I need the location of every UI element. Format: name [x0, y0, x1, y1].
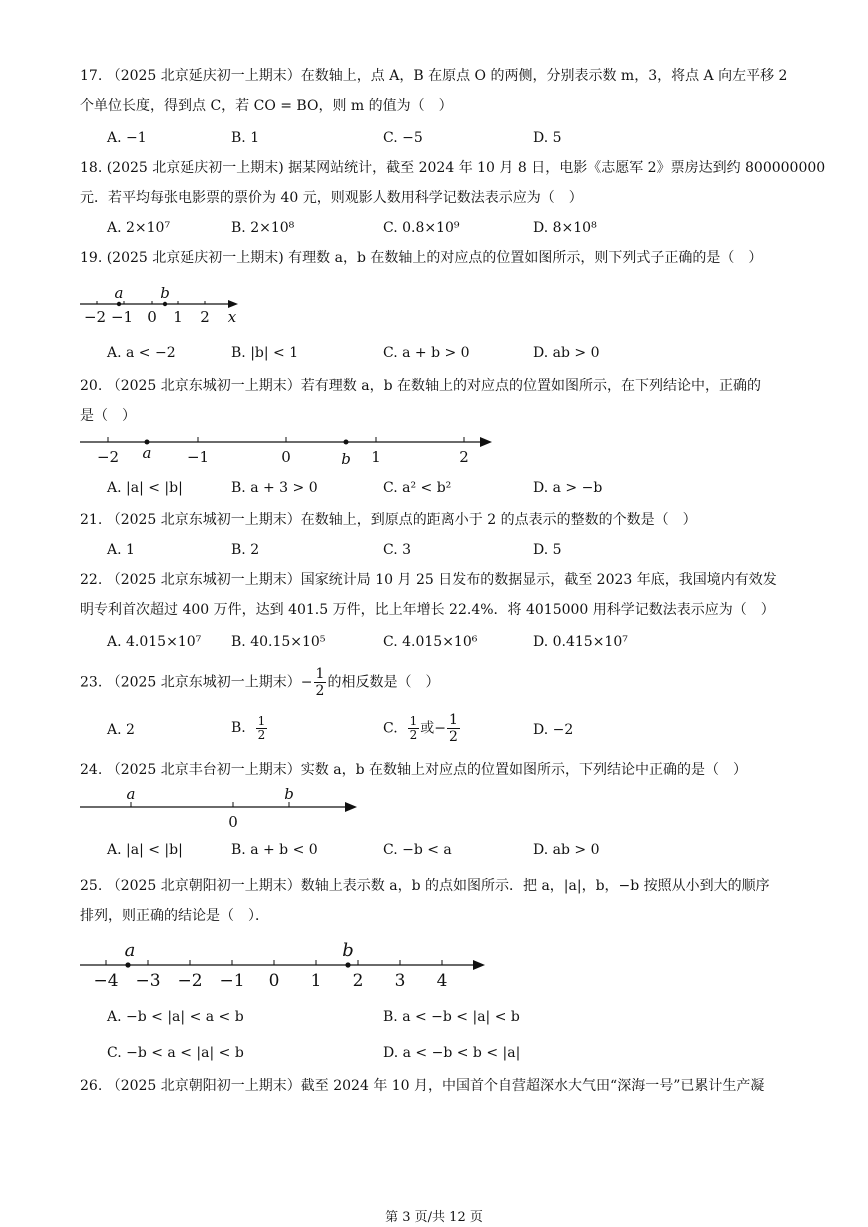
- q19-option-d: D. ab > 0: [533, 345, 600, 361]
- q25-option-b: B. a < −b < |a| < b: [383, 1009, 520, 1025]
- q22-stem-line2: 明专利首次超过 400 万件，达到 401.5 万件，比上年增长 22.4%．将 4015000 用科学记数法表示应为（ ）: [80, 602, 775, 618]
- q19-tick-neg1: −1: [110, 308, 134, 326]
- q23-prefix: 23. （2025 北京东城初一上期末）: [80, 674, 301, 691]
- q19-tick-2: 2: [200, 308, 210, 326]
- q17-stem-line2: 个单位长度，得到点 C，若 CO = BO，则 m 的值为（ ）: [80, 98, 453, 114]
- q23-option-c: C. $\frac{1}{2}$ 或− $\frac{1}{2}$: [383, 712, 458, 745]
- q19-number-line: [80, 282, 250, 326]
- q25-option-a: A. −b < |a| < a < b: [107, 1009, 244, 1025]
- q22-option-c: C. 4.015×10⁶: [383, 634, 478, 650]
- q20-tick-1: 1: [371, 448, 381, 466]
- q20-option-d: D. a > −b: [533, 480, 603, 496]
- q18-stem-line2: 元．若平均每张电影票的票价为 40 元，则观影人数用科学记数法表示应为（ ）: [80, 190, 583, 206]
- q18-option-a: A. 2×10⁷: [107, 220, 171, 236]
- q25-tick-neg4: −4: [93, 971, 119, 991]
- q19-stem: 19. (2025 北京延庆初一上期末) 有理数 a，b 在数轴上的对应点的位置如图所示，则下列式子正确的是（ ）: [80, 250, 763, 266]
- q20-tick-neg2: −2: [96, 448, 120, 466]
- q25-label-b: b: [342, 940, 354, 961]
- q19-option-b: B. |b| < 1: [231, 345, 299, 361]
- q19-tick-0: 0: [147, 308, 157, 326]
- q25-tick-0: 0: [268, 971, 280, 991]
- q25-tick-neg2: −2: [177, 971, 203, 991]
- q19-tick-neg2: −2: [83, 308, 107, 326]
- q25-point-a: [125, 962, 130, 967]
- q25-tick-1: 1: [310, 971, 322, 991]
- q26-stem: 26. （2025 北京朝阳初一上期末）截至 2024 年 10 月，中国首个自营超深水大气田“深海一号”已累计生产凝: [80, 1078, 765, 1094]
- q20-label-a: a: [142, 444, 152, 462]
- q24-label-b: b: [284, 785, 294, 803]
- q20-tick-2: 2: [459, 448, 469, 466]
- q19-option-a: A. a < −2: [107, 345, 176, 361]
- q22-option-d: D. 0.415×10⁷: [533, 634, 628, 650]
- q19-point-a: [117, 302, 121, 306]
- q24-label-a: a: [126, 785, 136, 803]
- q17-option-b: B. 1: [231, 130, 260, 146]
- q25-tick-3: 3: [394, 971, 406, 991]
- q20-tick-neg1: −1: [186, 448, 210, 466]
- q19-label-b: b: [160, 284, 170, 302]
- q24-option-c: C. −b < a: [383, 842, 452, 858]
- q20-option-b: B. a + 3 > 0: [231, 480, 318, 496]
- q24-option-a: A. |a| < |b|: [107, 842, 183, 858]
- q17-option-c: C. −5: [383, 130, 423, 146]
- q18-stem-line1: 18. (2025 北京延庆初一上期末) 据某网站统计，截至 2024 年 10 月 8 日，电影《志愿军 2》票房达到约 800000000: [80, 160, 826, 176]
- q25-stem-line2: 排列，则正确的结论是（ ）．: [80, 908, 269, 924]
- q24-option-d: D. ab > 0: [533, 842, 600, 858]
- q21-option-b: B. 2: [231, 542, 260, 558]
- q18-option-b: B. 2×10⁸: [231, 220, 295, 236]
- q25-option-c: C. −b < a < |a| < b: [107, 1045, 244, 1061]
- q21-stem: 21. （2025 北京东城初一上期末）在数轴上，到原点的距离小于 2 的点表示的整数的个数是（ ）: [80, 512, 697, 528]
- q19-axis-x-label: x: [227, 308, 237, 326]
- q20-stem-line2: 是（ ）: [80, 408, 136, 424]
- q20-option-c: C. a² < b²: [383, 480, 452, 496]
- q20-stem-line1: 20. （2025 北京东城初一上期末）若有理数 a，b 在数轴上的对应点的位置如图所示，在下列结论中，正确的: [80, 378, 762, 394]
- q23-fraction: $\frac{1}{2}$: [315, 666, 325, 699]
- q24-stem: 24. （2025 北京丰台初一上期末）实数 a，b 在数轴上对应点的位置如图所示，下列结论中正确的是（ ）: [80, 762, 748, 778]
- q25-tick-2: 2: [352, 971, 364, 991]
- q19-point-b: [163, 302, 167, 306]
- q25-number-line: [80, 935, 500, 991]
- q25-tick-neg1: −1: [219, 971, 245, 991]
- q21-option-c: C. 3: [383, 542, 412, 558]
- q20-point-b: [344, 440, 349, 445]
- q21-option-d: D. 5: [533, 542, 562, 558]
- q23-stem: 23. （2025 北京东城初一上期末）− $\frac{1}{2}$ 的相反数是（ ）: [80, 666, 440, 699]
- q23-suffix: 的相反数是（ ）: [327, 674, 440, 691]
- page-footer: 第 3 页/共 12 页: [385, 1210, 483, 1225]
- q19-label-a: a: [114, 284, 124, 302]
- q25-option-d: D. a < −b < b < |a|: [383, 1045, 521, 1061]
- q20-label-b: b: [341, 450, 351, 468]
- q25-tick-4: 4: [436, 971, 448, 991]
- q20-tick-0: 0: [281, 448, 291, 466]
- q18-option-c: C. 0.8×10⁹: [383, 220, 460, 236]
- q25-stem-line1: 25. （2025 北京朝阳初一上期末）数轴上表示数 a，b 的点如图所示．把 a，|a|，b，−b 按照从小到大的顺序: [80, 878, 770, 894]
- q22-option-b: B. 40.15×10⁵: [231, 634, 326, 650]
- q19-tick-1: 1: [173, 308, 183, 326]
- q24-option-b: B. a + b < 0: [231, 842, 318, 858]
- q20-number-line: [80, 432, 500, 472]
- q25-point-b: [345, 962, 350, 967]
- q23-option-d: D. −2: [533, 722, 574, 738]
- q18-option-d: D. 8×10⁸: [533, 220, 597, 236]
- q20-option-a: A. |a| < |b|: [107, 480, 183, 496]
- q17-option-d: D. 5: [533, 130, 562, 146]
- q17-option-a: A. −1: [107, 130, 147, 146]
- q24-tick-0: 0: [228, 813, 238, 831]
- q25-label-a: a: [124, 940, 136, 961]
- q22-option-a: A. 4.015×10⁷: [107, 634, 202, 650]
- q21-option-a: A. 1: [107, 542, 135, 558]
- q22-stem-line1: 22. （2025 北京东城初一上期末）国家统计局 10 月 25 日发布的数据显示，截至 2023 年底，我国境内有效发: [80, 572, 777, 588]
- q24-number-line: [80, 785, 370, 831]
- q25-tick-neg3: −3: [135, 971, 161, 991]
- q23-option-a: A. 2: [107, 722, 135, 738]
- q23-option-b: B. $\frac{1}{2}$: [231, 713, 266, 742]
- q19-option-c: C. a + b > 0: [383, 345, 470, 361]
- q17-stem-line1: 17. （2025 北京延庆初一上期末）在数轴上，点 A，B 在原点 O 的两侧，分别表示数 m，3，将点 A 向左平移 2: [80, 68, 788, 84]
